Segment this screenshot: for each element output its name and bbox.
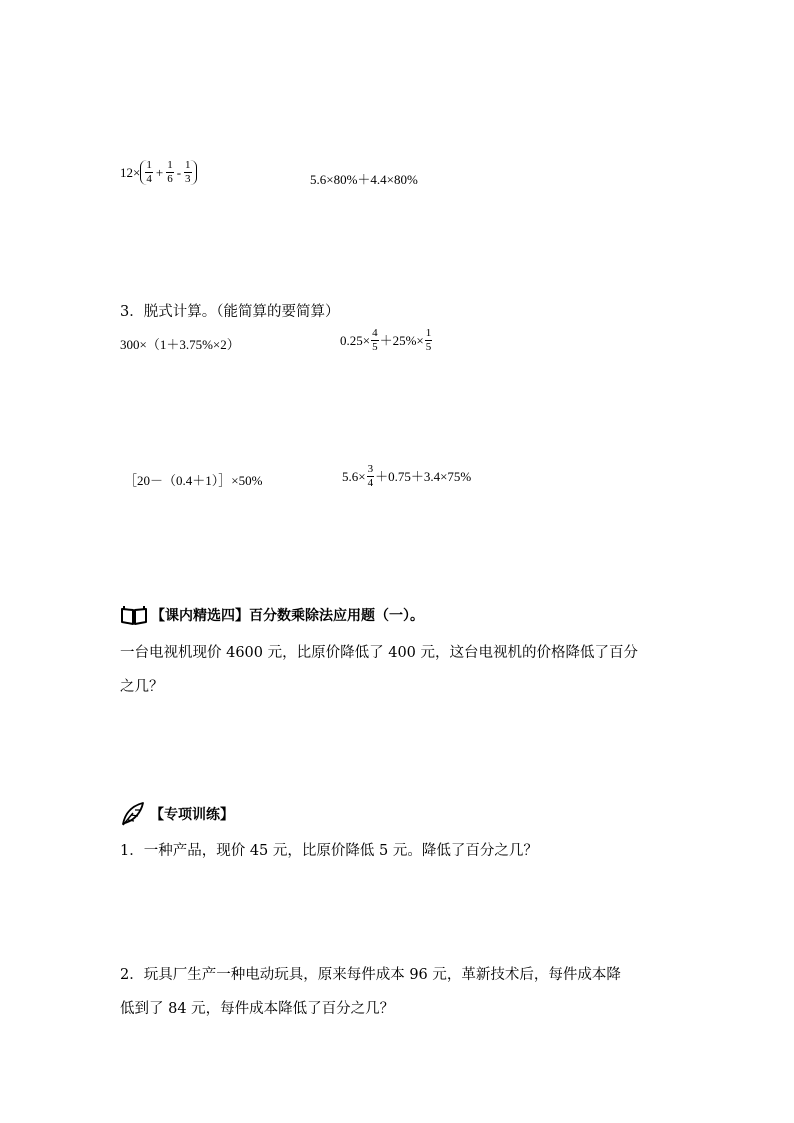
training-question-2-line-1: 2．玩具厂生产一种电动玩具，原来每件成本 96 元，革新技术后，每件成本降 (120, 967, 621, 983)
section-4-title: 【课内精选四】百分数乘除法应用题（一）。 (151, 608, 424, 624)
section-4-question-line-1: 一台电视机现价 4600 元，比原价降低了 400 元，这台电视机的价格降低了百分 (120, 645, 639, 661)
section-3-e2-fraction-2: $\frac{1}{5}$ (425, 327, 432, 353)
expr1-fraction-2: $\frac{1}{6}$ (167, 159, 173, 185)
section-3-expression-4: 5.6× $\frac{3}{4}$ ＋0.75＋3.4×75% (342, 463, 472, 489)
section-4-heading (119, 604, 424, 626)
expr1-parentheses: $\frac{1}{4}$ + $\frac{1}{6}$ - $\frac{1}{3}$ (140, 160, 196, 185)
open-book-icon (119, 604, 149, 626)
training-question-1: 1．一种产品，现价 45 元，比原价降低 5 元。降低了百分之几？ (120, 843, 538, 859)
section-3-e4-fraction: $\frac{3}{4}$ (367, 463, 374, 489)
training-title: 【专项训练】 (150, 807, 234, 823)
expression-2: 5.6×80%＋4.4×80% (310, 172, 418, 187)
section-3-title: 3．脱式计算。（能简算的要简算） (120, 304, 340, 320)
section-3-e2-fraction-1: $\frac{4}{5}$ (372, 327, 378, 353)
section-3-expression-3: ［20－（0.4＋1）］×50% (124, 473, 263, 488)
expression-1 (120, 160, 197, 185)
section-3-expression-1: 300×（1＋3.75%×2） (120, 337, 240, 352)
expr1-lead: 12× (120, 165, 141, 180)
training-question-2-line-2: 低到了 84 元，每件成本降低了百分之几？ (120, 1001, 395, 1017)
quill-pen-icon (119, 800, 147, 828)
section-4-question-line-2: 之几？ (120, 679, 164, 695)
expr1-fraction-1: $\frac{1}{4}$ (146, 159, 152, 185)
training-heading (119, 800, 234, 828)
section-3-expression-2: 0.25× $\frac{4}{5}$ ＋25%× $\frac{1}{5}$ (340, 327, 432, 353)
expr1-fraction-3: $\frac{1}{3}$ (185, 159, 191, 185)
